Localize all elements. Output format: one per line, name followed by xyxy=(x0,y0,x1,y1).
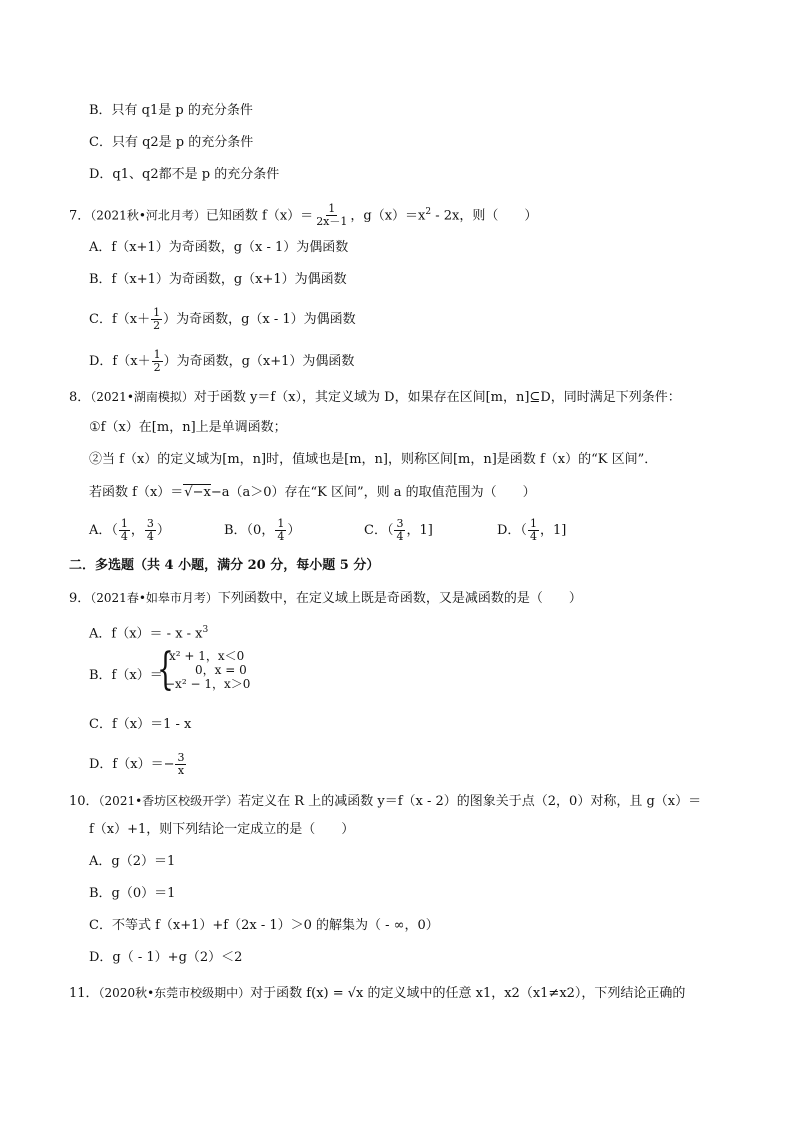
frac-1-4 xyxy=(275,518,286,543)
q8-source: （2021•湖南模拟） xyxy=(90,390,194,404)
q8-ask-b: −a（a＞0）存在“K 区间”，则 a 的取值范围为（ ） xyxy=(210,485,536,500)
q7-number: 7． xyxy=(69,208,91,224)
q7-stem: 7．（2021秋•河北月考）已知函数 f（x）＝ $\frac{1}{2x-1}$ ，$g(x)=x^2 - 2x$，则（ ） xyxy=(69,202,538,229)
q7-source: （2021秋•河北月考） xyxy=(90,208,206,223)
q9-source: （2021春•如皋市月考） xyxy=(90,591,218,605)
half-num: 1 xyxy=(153,306,161,319)
q7-stem-b: ，g（x）＝x xyxy=(350,208,426,224)
q10-option-c: C．不等式 f（x+1）+f（2x - 1）＞0 的解集为（ - ∞，0） xyxy=(89,918,439,933)
q11-stem xyxy=(69,983,685,1004)
q8-number: 8． xyxy=(69,390,91,405)
num: 1 xyxy=(277,517,285,530)
piece-2: 0，x = 0 xyxy=(195,663,247,677)
num: 1 xyxy=(529,517,537,530)
q7-half-fraction xyxy=(151,307,162,332)
sqrt-neg-x: √−x xyxy=(184,485,211,500)
q8-option-c-end: ，1] xyxy=(406,523,433,538)
q7-fraction-num: 1 xyxy=(328,202,336,216)
q7-half-fraction-d xyxy=(152,349,163,374)
q8-option-d xyxy=(497,518,566,543)
q8-option-d-label: D．（ xyxy=(497,523,527,538)
q8-condition-1: ①f（x）在[m，n]上是单调函数； xyxy=(89,420,287,435)
section-heading: 二．多选题（共 4 小题，满分 20 分，每小题 5 分） xyxy=(69,558,380,573)
q9-piecewise xyxy=(165,649,250,691)
piece-3: −x² − 1，x＞0 xyxy=(165,677,251,691)
q6-option-d: D．q1、q2都不是 p 的充分条件 xyxy=(89,167,280,182)
q7-option-c-a: C．f（x＋ xyxy=(89,312,151,327)
den: 4 xyxy=(277,530,285,543)
half-den: 2 xyxy=(153,361,161,374)
frac-3-4 xyxy=(145,518,156,543)
q8-stem-text: 对于函数 y＝f（x），其定义域为 D，如果存在区间[m，n]⊆D，同时满足下列条件： xyxy=(193,390,681,405)
q9-d-fraction xyxy=(175,752,186,777)
num: 1 xyxy=(120,517,128,530)
piece-1: x² + 1，x＜0 xyxy=(169,649,245,663)
den: 4 xyxy=(529,530,537,543)
q9-option-a: A．$f(x)= - x - x^3$ xyxy=(89,625,209,642)
q8-ask-a: 若函数 f（x）＝ xyxy=(89,485,184,500)
q10-source: （2021•香坊区校级开学） xyxy=(98,794,239,808)
num: 3 xyxy=(396,517,404,530)
q11-source: （2020秋•东莞市校级期中） xyxy=(98,986,251,1000)
den: 4 xyxy=(146,530,154,543)
q8-option-b-end: ） xyxy=(287,523,301,538)
q8-condition-2: ②当 f（x）的定义域为[m，n]时，值域也是[m，n]，则称区间[m，n]是函数 f（x）的“K 区间”． xyxy=(89,452,658,467)
q7-stem-c: - 2x，则（ ） xyxy=(431,208,538,224)
q6-option-b: B．只有 q1是 p 的充分条件 xyxy=(89,103,253,118)
frac-1-4 xyxy=(119,518,130,543)
frac-3-4 xyxy=(394,518,405,543)
den: 4 xyxy=(120,530,128,543)
q8-option-a-end: ） xyxy=(156,523,170,538)
q10-option-a: A．g（2）＝1 xyxy=(89,854,176,869)
q9-option-d xyxy=(89,752,187,777)
q8-option-a: A．（ $\frac{1}{4}$ ， $\frac{3}{4}$ ） xyxy=(89,517,170,543)
q9-option-a-text: A．f（x）＝ - x - x xyxy=(89,626,203,642)
q10-option-d: D．g（ - 1）+g（2）＜2 xyxy=(89,950,243,965)
q7-option-b: B．f（x+1）为奇函数，g（x+1）为偶函数 xyxy=(89,272,347,287)
q11-stem-text: 对于函数 f(x) = √x 的定义域中的任意 x1，x2（x1≠x2），下列结论正确的 xyxy=(250,986,686,1001)
q11-number: 11． xyxy=(69,986,99,1001)
q6-option-c: C．只有 q2是 p 的充分条件 xyxy=(89,135,254,150)
q10-stem-line-1 xyxy=(69,791,701,812)
q7-option-d xyxy=(89,349,354,374)
q7-option-d-b: ）为奇函数，g（x+1）为偶函数 xyxy=(163,354,355,369)
num: 3 xyxy=(146,517,154,530)
q8-option-d-end: ，1] xyxy=(539,523,567,538)
q10-number: 10． xyxy=(69,794,99,809)
left-brace-icon: { xyxy=(157,644,174,695)
frac-1-4 xyxy=(528,518,539,543)
q8-question xyxy=(89,483,536,503)
q10-stem-text: 若定义在 R 上的减函数 y＝f（x - 2）的图象关于点（2，0）对称，且 g（x）＝ xyxy=(238,794,702,809)
q7-option-c-b: ）为奇函数，g（x - 1）为偶函数 xyxy=(163,312,356,327)
q8-option-a-label: A．（ xyxy=(89,523,118,538)
q7-option-a: A．f（x+1）为奇函数，g（x - 1）为偶函数 xyxy=(89,240,349,255)
q8-stem xyxy=(69,387,681,408)
q9-stem xyxy=(69,588,582,609)
q8-option-b-label: B．（0， xyxy=(224,523,275,538)
half-num: 1 xyxy=(153,348,161,361)
q9-option-d-a: D．f（x）＝− xyxy=(89,757,175,772)
q9-stem-text: 下列函数中，在定义域上既是奇函数，又是减函数的是（ ） xyxy=(217,591,582,606)
q8-option-c-label: C．（ xyxy=(364,523,394,538)
q9-number: 9． xyxy=(69,591,91,606)
q7-fraction-den: 2x－1 xyxy=(316,215,348,229)
q7-option-c xyxy=(89,307,356,332)
q7-fraction xyxy=(314,203,349,228)
q10-option-b: B．g（0）＝1 xyxy=(89,886,176,901)
den: x xyxy=(177,764,185,777)
q10-stem-line-2: f（x）+1，则下列结论一定成立的是（ ） xyxy=(89,822,355,837)
q9-option-c: C．f（x）＝1 - x xyxy=(89,717,192,732)
num: 3 xyxy=(177,751,185,764)
q7-stem-a: 已知函数 f（x）＝ xyxy=(205,208,314,224)
q8-option-c xyxy=(364,518,433,543)
den: 4 xyxy=(396,530,404,543)
q8-sqrt-arg: −x xyxy=(192,485,211,500)
q9-option-b-label: B．f（x）＝ xyxy=(89,668,163,683)
q8-option-b xyxy=(224,518,300,543)
q7-option-d-a: D．f（x＋ xyxy=(89,354,151,369)
half-den: 2 xyxy=(153,319,161,332)
